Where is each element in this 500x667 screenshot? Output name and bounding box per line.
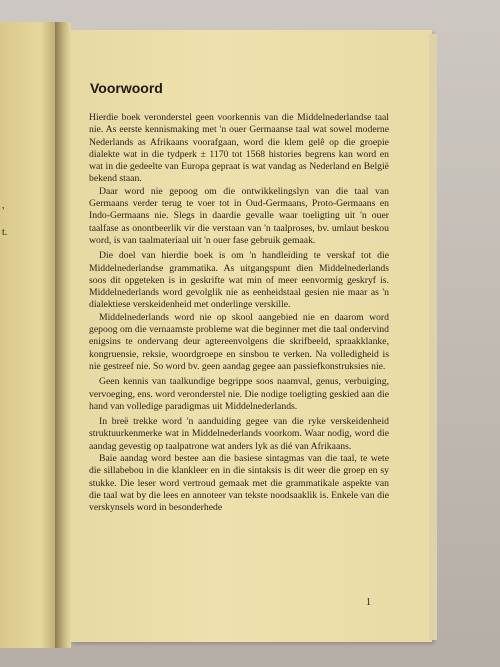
book-page	[70, 30, 432, 642]
paragraph: Daar word nie gepoog om die ontwikkelingslyn van die taal van Germaans verder terug te voer tot in Oud-Germaans, Proto-Germaans en Indo-Germaans nie. Slegs in daardie gevalle waar toeligting uit 'n ouer taalfase as onontbeerlik vir die verstaan van 'n taalproses, bv. umlaut beskou word, is van taalmateriaal uit 'n ouer fase gebruik gemaak.	[89, 185, 389, 246]
chapter-heading: Voorwoord	[90, 80, 163, 96]
page-number: 1	[366, 597, 371, 608]
paragraph: In breë trekke word 'n aanduiding gegee van die ryke verskeidenheid struktuurkenmerke wat in Middelnederlands voorkom. Waar nodig, word die aandag gevestig op taalpatrone wat anders lyk as dié van Afrikaans.	[89, 416, 389, 452]
left-page-mark: ,	[2, 200, 5, 211]
paragraph: Geen kennis van taalkundige begrippe soos naamval, genus, verbuiging, vervoeging, ens. word veronderstel nie. Die nodige toeligting geskied aan die hand van volledige paradigmas uit Middelnederlands.	[89, 376, 389, 412]
paragraph: Middelnederlands word nie op skool aangebied nie en daarom word gepoog om die vernaamste probleme wat die beginner met die taal ondervind enigsins te ondervang deur agtereenvolgens die skrifbeeld, spraakklanke, kongruensie, reksie, woordgroepe en sinsbou te verken. Na volledigheid is nie gestreef nie. So word bv. geen aandag gegee aan passiefkonstruksies nie.	[89, 311, 389, 372]
book-gutter	[55, 22, 71, 648]
left-page	[0, 22, 58, 648]
body-text	[89, 112, 389, 515]
paragraph: Baie aandag word bestee aan die basiese sintagmas van die taal, te wete die sillabebou in die klankleer en in die sintaksis is dit weer die groep en sy stukke. Die leser word vertroud gemaak met die grammatikale aspekte van die taal wat by die lees en annoteer van tekste noodsaaklik is. Enkele van die verskynsels word in besonderhede	[89, 453, 389, 514]
page-edges	[429, 34, 437, 640]
paragraph: Hierdie boek veronderstel geen voorkennis van die Middelnederlandse taal nie. As eerste kennismaking met 'n ouer Germaanse taal wat sowel moderne Nederlands as Afrikaans voorafgaan, word die klem gelê op die groepie dialekte wat in die tydperk ± 1170 tot 1568 histories begrens kan word en wat in die gedeelte van Europa gepraat is wat vandag as Nederland en België bekend staan.	[89, 112, 389, 185]
left-page-mark: t.	[2, 227, 8, 238]
paragraph: Die doel van hierdie boek is om 'n handleiding te verskaf tot die Middelnederlandse grammatika. As uitgangspunt dien Middelnederlands soos dit opgeteken is in geskrifte wat min of meer eenvormig geskryf is. Middelnederlands word gevolglik nie as eenheidstaal gesien nie maar as 'n dialektiese verskeidenheid met onderlinge verskille.	[89, 250, 389, 311]
